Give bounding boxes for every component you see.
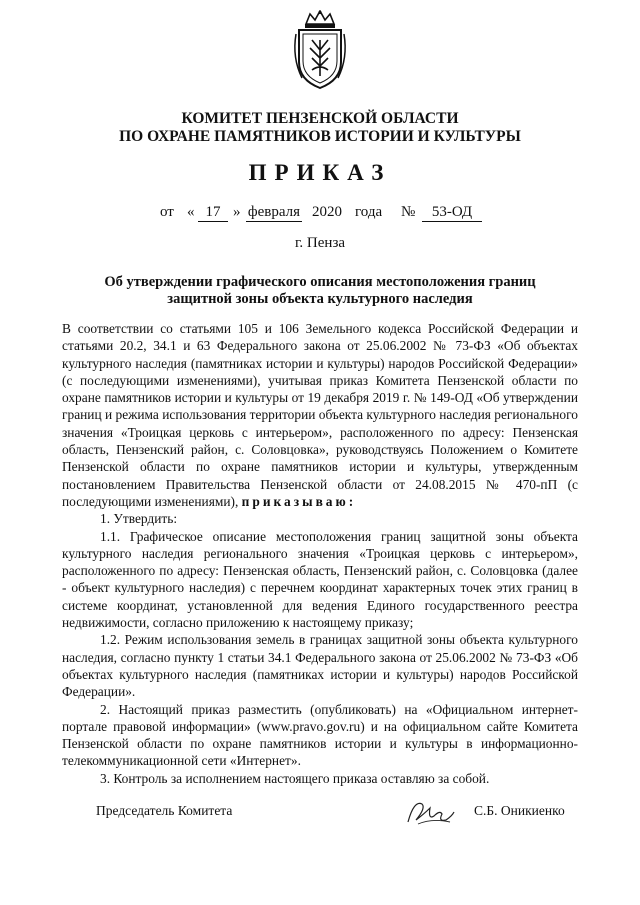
date-prefix: от xyxy=(160,204,174,220)
preamble-paragraph xyxy=(62,320,578,510)
signer-name: С.Б. Оникиенко xyxy=(474,803,565,818)
date-day: 17 xyxy=(198,204,228,222)
item-2: 2. Настоящий приказ разместить (опубликовать) на «Официальном интернет-портале правовой информации» (www.pravo.gov.ru) и на официальном сайте Комитета Пензенской области по охране памятников истории и культуры в информационно-телекоммуникационной сети «Интернет». xyxy=(62,701,578,769)
order-word: приказываю: xyxy=(241,493,357,509)
date-month: февраля xyxy=(247,204,301,220)
document-body xyxy=(62,320,578,787)
signer-position: Председатель Комитета xyxy=(96,803,233,818)
committee-name-line1: КОМИТЕТ ПЕНЗЕНСКОЙ ОБЛАСТИ xyxy=(181,110,459,127)
preamble-text: В соответствии со статьями 105 и 106 Земельного кодекса Российской Федерации и статьями 20.2, 34.1 и 63 Федерального закона от 25.06.2002 № 73-ФЗ «Об объектах культурного наследия (памятниках истории и культуры) народов Российской Федерации» (с последующими изменениями), учитывая приказ Комитета Пензенской области по охране памятников истории и культуры от 19 декабря 2019 г. № 149-ОД «Об утверждении границ и режима использования территории объекта культурного наследия регионального значения «Троицкая церковь с интерьером», расположенного по адресу: Пензенская область, Пензенский район, с. Соловцовка», руководствуясь Положением о Комитете Пензенской области по охране памятников истории и культуры, утвержденным постановлением Правительства Пензенской области от 24.08.2015 № 470-пП (с последующими изменениями), xyxy=(62,321,578,509)
quote-open: « xyxy=(187,204,195,220)
document-title: ПРИКАЗ xyxy=(248,160,392,185)
committee-name-line2: ПО ОХРАНЕ ПАМЯТНИКОВ ИСТОРИИ И КУЛЬТУРЫ xyxy=(119,128,521,145)
item-3: 3. Контроль за исполнением настоящего приказа оставляю за собой. xyxy=(100,770,490,786)
item-1-1: 1.1. Графическое описание местоположения границ защитной зоны объекта культурного наследия регионального значения «Троицкая церковь с интерьером», расположенного по адресу: Пензенская область, Пензенский район, с. Соловцовка (далее - объект культурного наследия) с перечнем координат характерных точек этих границ в системе координат, установленной для ведения Единого государственного реестра недвижимости, согласно приложению к настоящему приказу; xyxy=(62,528,578,631)
date-year-word: года xyxy=(355,204,383,220)
number-sign: № xyxy=(401,204,416,220)
item-1: 1. Утвердить: xyxy=(100,511,178,527)
handwritten-signature xyxy=(404,794,456,828)
city: г. Пенза xyxy=(294,235,346,251)
item-1-2: 1.2. Режим использования земель в границах защитной зоны объекта культурного наследия, согласно пункту 1 статьи 34.1 Федерального закона от 25.06.2002 № 73-ФЗ «Об объектах культурного наследия (памятниках истории и культуры) народов Российской Федерации». xyxy=(62,632,578,700)
order-number: 53-ОД xyxy=(422,204,482,222)
subject-line1: Об утверждении графического описания местоположения границ xyxy=(104,274,536,290)
quote-close: » xyxy=(233,204,241,220)
coat-of-arms-emblem xyxy=(290,10,350,90)
subject-line2: защитной зоны объекта культурного наследия xyxy=(167,291,473,307)
date-year: 2020 xyxy=(312,204,342,220)
